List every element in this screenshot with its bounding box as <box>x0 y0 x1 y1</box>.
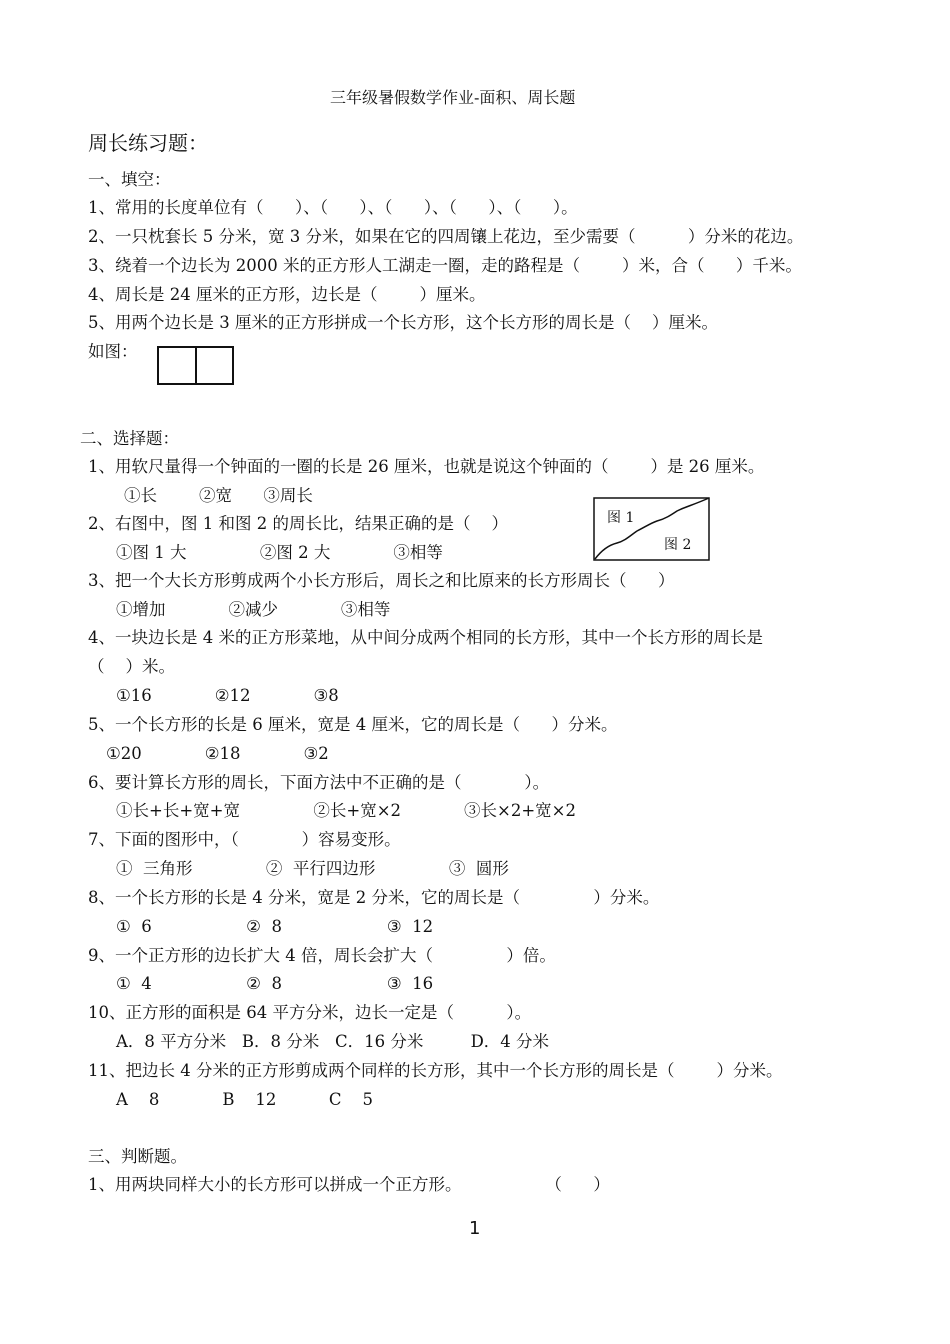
fill-blank-heading: 一、填空： <box>88 170 171 189</box>
choice-q10-options: A．8 平方分米 B．8 分米 C．16 分米 D．4 分米 <box>116 1032 550 1051</box>
choice-q3-options: ①增加 ②减少 ③相等 <box>116 600 391 619</box>
fill-q1: 1、常用的长度单位有（ ）、（ ）、（ ）、（ ）、（ ）。 <box>88 198 578 217</box>
choice-q11: 11、把边长 4 分米的正方形剪成两个同样的长方形，其中一个长方形的周长是（ ）分米。 <box>88 1061 783 1080</box>
choice-q3: 3、把一个大长方形剪成两个小长方形后，周长之和比原来的长方形周长（ ） <box>88 571 675 590</box>
choice-q8: 8、一个长方形的长是 4 分米，宽是 2 分米，它的周长是（ ）分米。 <box>88 888 660 907</box>
choice-q8-options: ① 6 ② 8 ③ 12 <box>116 917 434 936</box>
square-divider <box>195 348 197 383</box>
figure-label-1: 图 1 <box>607 510 635 526</box>
choice-q10: 10、正方形的面积是 64 平方分米，边长一定是（ ）。 <box>88 1003 532 1022</box>
fill-q2: 2、一只枕套长 5 分米，宽 3 分米，如果在它的四周镶上花边，至少需要（ ）分米的花边。 <box>88 227 804 246</box>
choice-heading: 二、选择题： <box>80 429 179 448</box>
choice-q5-options: ①20 ②18 ③2 <box>106 744 329 763</box>
choice-q9-options: ① 4 ② 8 ③ 16 <box>116 974 434 993</box>
figure-label-2: 图 2 <box>664 537 692 553</box>
figure-frame <box>594 498 709 560</box>
choice-q6-options: ①长+长+宽+宽 ②长+宽×2 ③长×2+宽×2 <box>116 801 576 820</box>
page-title: 三年级暑假数学作业-面积、周长题 <box>330 88 576 107</box>
choice-q2-options: ①图 1 大 ②图 2 大 ③相等 <box>116 543 443 562</box>
choice-q1: 1、用软尺量得一个钟面的一圈的长是 26 厘米，也就是说这个钟面的（ ）是 26 厘米。 <box>88 457 765 476</box>
choice-q1-options: ①长 ②宽 ③周长 <box>124 486 313 505</box>
fill-q5: 5、用两个边长是 3 厘米的正方形拼成一个长方形，这个长方形的周长是（ ）厘米。 <box>88 313 718 332</box>
judge-q1: 1、用两块同样大小的长方形可以拼成一个正方形。 （ ） <box>88 1175 610 1194</box>
choice-q4-line2: （ ）米。 <box>88 657 175 676</box>
choice-q7-options: ① 三角形 ② 平行四边形 ③ 圆形 <box>116 859 509 878</box>
choice-q4-options: ①16 ②12 ③8 <box>116 686 339 705</box>
choice-q6: 6、要计算长方形的周长，下面方法中不正确的是（ ）。 <box>88 773 550 792</box>
choice-q4-line1: 4、一块边长是 4 米的正方形菜地，从中间分成两个相同的长方形，其中一个长方形的周长是 <box>88 628 763 647</box>
fill-q4: 4、周长是 24 厘米的正方形，边长是（ ）厘米。 <box>88 285 486 304</box>
dividing-curve <box>595 498 709 559</box>
page-number: 1 <box>469 1218 481 1239</box>
judge-heading: 三、判断题。 <box>88 1147 187 1166</box>
choice-q2: 2、右图中，图 1 和图 2 的周长比，结果正确的是（ ） <box>88 514 508 533</box>
perimeter-comparison-figure <box>593 497 710 561</box>
section-heading-perimeter: 周长练习题： <box>88 131 208 155</box>
choice-q5: 5、一个长方形的长是 6 厘米，宽是 4 厘米，它的周长是（ ）分米。 <box>88 715 618 734</box>
fill-q3: 3、绕着一个边长为 2000 米的正方形人工湖走一圈，走的路程是（ ）米，合（ ）千米。 <box>88 256 802 275</box>
choice-q11-options: A 8 B 12 C 5 <box>116 1090 373 1109</box>
figure-label: 如图： <box>88 342 138 361</box>
choice-q9: 9、一个正方形的边长扩大 4 倍，周长会扩大（ ）倍。 <box>88 946 556 965</box>
choice-q7: 7、下面的图形中，（ ）容易变形。 <box>88 830 401 849</box>
two-squares-figure <box>157 346 234 385</box>
